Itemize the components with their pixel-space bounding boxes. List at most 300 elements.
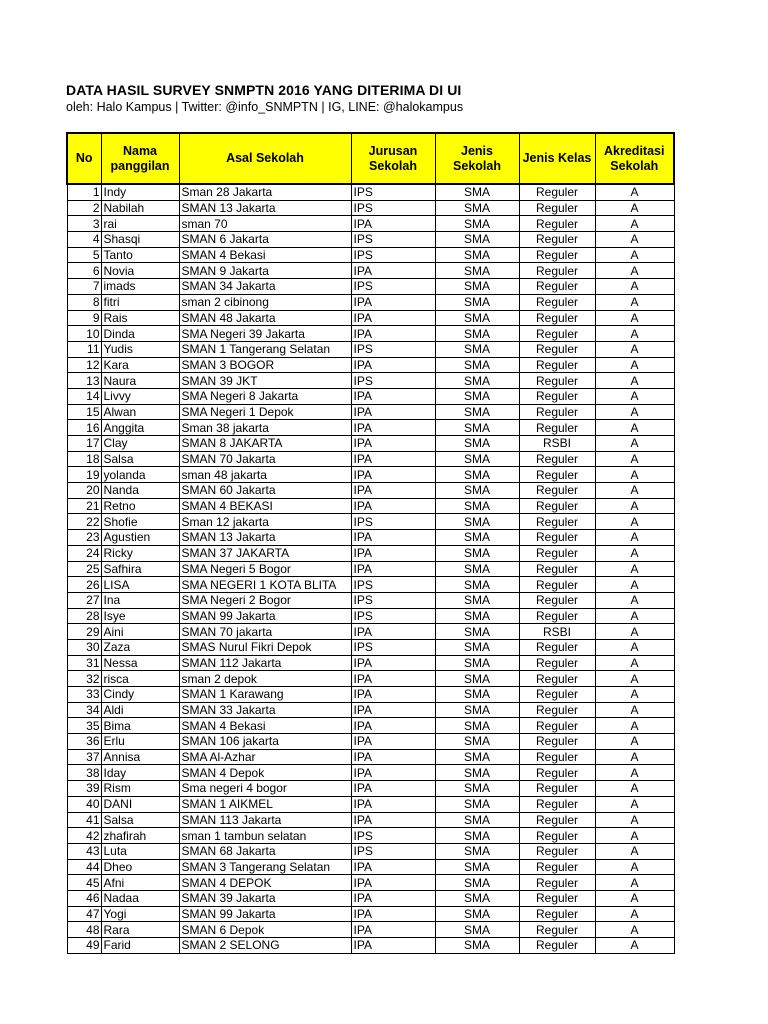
cell-no: 38 [67, 765, 101, 781]
cell-jurusan: IPA [351, 263, 435, 279]
cell-no: 30 [67, 639, 101, 655]
cell-jenis-kelas: Reguler [519, 639, 595, 655]
cell-akreditasi: A [595, 184, 674, 200]
cell-jenis-sekolah: SMA [435, 530, 519, 546]
cell-jurusan: IPA [351, 938, 435, 954]
table-row [67, 749, 674, 765]
cell-asal-sekolah: SMA Negeri 5 Bogor [179, 561, 351, 577]
cell-jenis-sekolah: SMA [435, 420, 519, 436]
cell-akreditasi: A [595, 514, 674, 530]
cell-jenis-kelas: Reguler [519, 279, 595, 295]
cell-jenis-sekolah: SMA [435, 263, 519, 279]
cell-nama: Cindy [101, 687, 179, 703]
cell-no: 28 [67, 608, 101, 624]
cell-jenis-sekolah: SMA [435, 561, 519, 577]
cell-jurusan: IPS [351, 373, 435, 389]
cell-jenis-sekolah: SMA [435, 687, 519, 703]
cell-nama: LISA [101, 577, 179, 593]
table-row [67, 938, 674, 954]
cell-jenis-kelas: Reguler [519, 702, 595, 718]
cell-jenis-sekolah: SMA [435, 938, 519, 954]
cell-nama: Luta [101, 843, 179, 859]
cell-jurusan: IPA [351, 326, 435, 342]
cell-jenis-kelas: Reguler [519, 357, 595, 373]
cell-no: 1 [67, 184, 101, 200]
cell-akreditasi: A [595, 326, 674, 342]
cell-jenis-kelas: Reguler [519, 781, 595, 797]
cell-jenis-sekolah: SMA [435, 310, 519, 326]
cell-jenis-sekolah: SMA [435, 247, 519, 263]
cell-akreditasi: A [595, 859, 674, 875]
table-row [67, 828, 674, 844]
cell-akreditasi: A [595, 404, 674, 420]
cell-jurusan: IPA [351, 561, 435, 577]
cell-nama: Farid [101, 938, 179, 954]
cell-no: 45 [67, 875, 101, 891]
cell-jurusan: IPA [351, 294, 435, 310]
cell-nama: Nanda [101, 483, 179, 499]
cell-asal-sekolah: SMAN 13 Jakarta [179, 530, 351, 546]
cell-akreditasi: A [595, 922, 674, 938]
cell-akreditasi: A [595, 498, 674, 514]
cell-jenis-sekolah: SMA [435, 734, 519, 750]
document-subtitle: oleh: Halo Kampus | Twitter: @info_SNMPTN | IG, LINE: @halokampus [66, 100, 464, 114]
cell-asal-sekolah: SMAN 4 Bekasi [179, 247, 351, 263]
cell-akreditasi: A [595, 420, 674, 436]
cell-jurusan: IPA [351, 545, 435, 561]
cell-nama: Agustien [101, 530, 179, 546]
cell-nama: yolanda [101, 467, 179, 483]
cell-nama: Clay [101, 436, 179, 452]
table-row [67, 357, 674, 373]
cell-jurusan: IPA [351, 388, 435, 404]
cell-akreditasi: A [595, 530, 674, 546]
table-row [67, 639, 674, 655]
cell-jenis-sekolah: SMA [435, 436, 519, 452]
cell-jenis-sekolah: SMA [435, 796, 519, 812]
cell-no: 15 [67, 404, 101, 420]
cell-no: 19 [67, 467, 101, 483]
cell-jenis-sekolah: SMA [435, 765, 519, 781]
cell-asal-sekolah: SMAN 1 Tangerang Selatan [179, 341, 351, 357]
cell-jurusan: IPA [351, 906, 435, 922]
table-row [67, 232, 674, 248]
cell-jenis-sekolah: SMA [435, 890, 519, 906]
cell-jurusan: IPA [351, 216, 435, 232]
cell-jenis-sekolah: SMA [435, 671, 519, 687]
cell-jurusan: IPA [351, 483, 435, 499]
table-row [67, 608, 674, 624]
header-jenis-kelas: Jenis Kelas [519, 133, 595, 184]
cell-asal-sekolah: SMAN 4 Bekasi [179, 718, 351, 734]
cell-akreditasi: A [595, 216, 674, 232]
cell-asal-sekolah: SMAN 99 Jakarta [179, 608, 351, 624]
table-row [67, 483, 674, 499]
cell-asal-sekolah: SMAN 3 BOGOR [179, 357, 351, 373]
cell-jenis-kelas: Reguler [519, 749, 595, 765]
cell-jenis-kelas: Reguler [519, 373, 595, 389]
cell-no: 32 [67, 671, 101, 687]
cell-akreditasi: A [595, 718, 674, 734]
cell-no: 31 [67, 655, 101, 671]
cell-jenis-kelas: Reguler [519, 545, 595, 561]
table-row [67, 718, 674, 734]
cell-nama: Kara [101, 357, 179, 373]
cell-akreditasi: A [595, 577, 674, 593]
cell-asal-sekolah: SMAN 6 Jakarta [179, 232, 351, 248]
cell-jenis-kelas: Reguler [519, 404, 595, 420]
cell-jurusan: IPA [351, 734, 435, 750]
cell-nama: Yogi [101, 906, 179, 922]
cell-asal-sekolah: SMAN 2 SELONG [179, 938, 351, 954]
cell-no: 47 [67, 906, 101, 922]
cell-jurusan: IPA [351, 796, 435, 812]
table-row [67, 263, 674, 279]
cell-nama: rai [101, 216, 179, 232]
cell-jenis-sekolah: SMA [435, 373, 519, 389]
cell-jenis-kelas: Reguler [519, 687, 595, 703]
cell-akreditasi: A [595, 890, 674, 906]
cell-jurusan: IPA [351, 498, 435, 514]
cell-no: 25 [67, 561, 101, 577]
cell-jurusan: IPA [351, 875, 435, 891]
cell-nama: Aini [101, 624, 179, 640]
cell-nama: Shofie [101, 514, 179, 530]
cell-nama: Alwan [101, 404, 179, 420]
cell-akreditasi: A [595, 796, 674, 812]
cell-jurusan: IPA [351, 467, 435, 483]
cell-asal-sekolah: SMAS Nurul Fikri Depok [179, 639, 351, 655]
cell-akreditasi: A [595, 483, 674, 499]
cell-jenis-kelas: Reguler [519, 200, 595, 216]
cell-jenis-sekolah: SMA [435, 200, 519, 216]
cell-jenis-sekolah: SMA [435, 781, 519, 797]
cell-jenis-kelas: Reguler [519, 922, 595, 938]
cell-jurusan: IPA [351, 749, 435, 765]
cell-jenis-kelas: Reguler [519, 341, 595, 357]
cell-jenis-kelas: Reguler [519, 467, 595, 483]
cell-jenis-kelas: Reguler [519, 592, 595, 608]
cell-jenis-sekolah: SMA [435, 514, 519, 530]
cell-akreditasi: A [595, 263, 674, 279]
cell-jenis-kelas: Reguler [519, 184, 595, 200]
table-row [67, 388, 674, 404]
cell-jurusan: IPS [351, 341, 435, 357]
cell-jurusan: IPS [351, 514, 435, 530]
cell-jurusan: IPA [351, 671, 435, 687]
table-row [67, 326, 674, 342]
cell-asal-sekolah: sman 2 cibinong [179, 294, 351, 310]
cell-akreditasi: A [595, 906, 674, 922]
cell-akreditasi: A [595, 875, 674, 891]
cell-jenis-kelas: Reguler [519, 828, 595, 844]
cell-jenis-kelas: Reguler [519, 890, 595, 906]
cell-asal-sekolah: SMAN 4 Depok [179, 765, 351, 781]
cell-asal-sekolah: SMAN 48 Jakarta [179, 310, 351, 326]
cell-jurusan: IPA [351, 451, 435, 467]
cell-jenis-sekolah: SMA [435, 341, 519, 357]
cell-jenis-sekolah: SMA [435, 859, 519, 875]
table-row [67, 545, 674, 561]
cell-jenis-sekolah: SMA [435, 467, 519, 483]
cell-no: 20 [67, 483, 101, 499]
table-row [67, 294, 674, 310]
cell-jenis-sekolah: SMA [435, 545, 519, 561]
cell-akreditasi: A [595, 561, 674, 577]
cell-no: 7 [67, 279, 101, 295]
cell-jurusan: IPS [351, 200, 435, 216]
cell-akreditasi: A [595, 639, 674, 655]
cell-jenis-kelas: Reguler [519, 577, 595, 593]
cell-no: 9 [67, 310, 101, 326]
cell-jurusan: IPS [351, 828, 435, 844]
cell-nama: Nabilah [101, 200, 179, 216]
cell-no: 16 [67, 420, 101, 436]
cell-no: 8 [67, 294, 101, 310]
cell-asal-sekolah: SMAN 13 Jakarta [179, 200, 351, 216]
cell-jenis-sekolah: SMA [435, 279, 519, 295]
cell-nama: Nadaa [101, 890, 179, 906]
table-row [67, 530, 674, 546]
table-row [67, 922, 674, 938]
cell-nama: Indy [101, 184, 179, 200]
cell-nama: Naura [101, 373, 179, 389]
cell-asal-sekolah: SMAN 60 Jakarta [179, 483, 351, 499]
cell-asal-sekolah: SMAN 3 Tangerang Selatan [179, 859, 351, 875]
cell-nama: Yudis [101, 341, 179, 357]
cell-no: 39 [67, 781, 101, 797]
cell-jenis-sekolah: SMA [435, 326, 519, 342]
cell-asal-sekolah: Sman 28 Jakarta [179, 184, 351, 200]
cell-asal-sekolah: SMAN 1 AIKMEL [179, 796, 351, 812]
table-row [67, 859, 674, 875]
cell-akreditasi: A [595, 357, 674, 373]
cell-asal-sekolah: SMAN 70 jakarta [179, 624, 351, 640]
cell-nama: Anggita [101, 420, 179, 436]
cell-asal-sekolah: SMAN 39 Jakarta [179, 890, 351, 906]
cell-no: 37 [67, 749, 101, 765]
table-row [67, 310, 674, 326]
cell-nama: imads [101, 279, 179, 295]
cell-akreditasi: A [595, 687, 674, 703]
cell-jenis-sekolah: SMA [435, 388, 519, 404]
cell-jurusan: IPS [351, 577, 435, 593]
header-asal-sekolah: Asal Sekolah [179, 133, 351, 184]
cell-akreditasi: A [595, 294, 674, 310]
cell-asal-sekolah: SMAN 4 BEKASI [179, 498, 351, 514]
cell-akreditasi: A [595, 765, 674, 781]
header-nama: Nama panggilan [101, 133, 179, 184]
cell-jurusan: IPA [351, 812, 435, 828]
cell-jenis-sekolah: SMA [435, 702, 519, 718]
cell-nama: Salsa [101, 812, 179, 828]
cell-asal-sekolah: SMAN 113 Jakarta [179, 812, 351, 828]
cell-asal-sekolah: SMAN 8 JAKARTA [179, 436, 351, 452]
cell-jenis-sekolah: SMA [435, 451, 519, 467]
cell-asal-sekolah: SMAN 70 Jakarta [179, 451, 351, 467]
cell-jenis-sekolah: SMA [435, 624, 519, 640]
cell-jurusan: IPS [351, 184, 435, 200]
cell-nama: Nessa [101, 655, 179, 671]
cell-jurusan: IPS [351, 843, 435, 859]
cell-nama: Dheo [101, 859, 179, 875]
cell-jenis-kelas: Reguler [519, 655, 595, 671]
cell-jenis-kelas: Reguler [519, 734, 595, 750]
cell-jenis-sekolah: SMA [435, 577, 519, 593]
cell-no: 42 [67, 828, 101, 844]
cell-jenis-sekolah: SMA [435, 404, 519, 420]
cell-no: 49 [67, 938, 101, 954]
cell-jenis-kelas: Reguler [519, 938, 595, 954]
cell-nama: Ina [101, 592, 179, 608]
cell-nama: Isye [101, 608, 179, 624]
cell-asal-sekolah: SMA NEGERI 1 KOTA BLITA [179, 577, 351, 593]
cell-jenis-sekolah: SMA [435, 828, 519, 844]
cell-jenis-sekolah: SMA [435, 906, 519, 922]
cell-no: 18 [67, 451, 101, 467]
cell-nama: Aldi [101, 702, 179, 718]
table-row [67, 200, 674, 216]
cell-nama: Rais [101, 310, 179, 326]
cell-no: 46 [67, 890, 101, 906]
cell-nama: Afni [101, 875, 179, 891]
cell-akreditasi: A [595, 247, 674, 263]
cell-jenis-kelas: Reguler [519, 451, 595, 467]
cell-asal-sekolah: sman 2 depok [179, 671, 351, 687]
cell-akreditasi: A [595, 592, 674, 608]
cell-jurusan: IPS [351, 247, 435, 263]
cell-akreditasi: A [595, 812, 674, 828]
cell-asal-sekolah: Sman 12 jakarta [179, 514, 351, 530]
cell-no: 10 [67, 326, 101, 342]
cell-jenis-sekolah: SMA [435, 357, 519, 373]
cell-jurusan: IPS [351, 608, 435, 624]
cell-asal-sekolah: SMAN 99 Jakarta [179, 906, 351, 922]
cell-asal-sekolah: SMAN 37 JAKARTA [179, 545, 351, 561]
cell-jurusan: IPS [351, 232, 435, 248]
cell-no: 43 [67, 843, 101, 859]
cell-jurusan: IPA [351, 922, 435, 938]
cell-asal-sekolah: sman 70 [179, 216, 351, 232]
table-row [67, 875, 674, 891]
cell-akreditasi: A [595, 671, 674, 687]
table-row [67, 184, 674, 200]
cell-no: 26 [67, 577, 101, 593]
table-row [67, 624, 674, 640]
table-row [67, 404, 674, 420]
table-row [67, 279, 674, 295]
cell-jenis-sekolah: SMA [435, 184, 519, 200]
header-no: No [67, 133, 101, 184]
table-row [67, 592, 674, 608]
cell-akreditasi: A [595, 232, 674, 248]
header-akreditasi: Akreditasi Sekolah [595, 133, 674, 184]
cell-jurusan: IPA [351, 436, 435, 452]
cell-jenis-kelas: Reguler [519, 326, 595, 342]
cell-jurusan: IPA [351, 624, 435, 640]
cell-akreditasi: A [595, 279, 674, 295]
cell-asal-sekolah: SMAN 112 Jakarta [179, 655, 351, 671]
cell-jenis-kelas: Reguler [519, 906, 595, 922]
cell-nama: zhafirah [101, 828, 179, 844]
table-row [67, 561, 674, 577]
cell-asal-sekolah: SMAN 68 Jakarta [179, 843, 351, 859]
cell-akreditasi: A [595, 467, 674, 483]
cell-jenis-kelas: Reguler [519, 875, 595, 891]
cell-nama: Rara [101, 922, 179, 938]
cell-nama: DANI [101, 796, 179, 812]
cell-jenis-kelas: Reguler [519, 812, 595, 828]
cell-no: 12 [67, 357, 101, 373]
table-row [67, 812, 674, 828]
cell-asal-sekolah: SMAN 106 jakarta [179, 734, 351, 750]
cell-no: 22 [67, 514, 101, 530]
cell-jurusan: IPA [351, 404, 435, 420]
table-row [67, 498, 674, 514]
cell-jenis-sekolah: SMA [435, 812, 519, 828]
table-row [67, 577, 674, 593]
table-row [67, 216, 674, 232]
table-row [67, 420, 674, 436]
cell-no: 4 [67, 232, 101, 248]
cell-no: 29 [67, 624, 101, 640]
table-row [67, 687, 674, 703]
table-row [67, 655, 674, 671]
cell-nama: Iday [101, 765, 179, 781]
header-jenis-sekolah: Jenis Sekolah [435, 133, 519, 184]
cell-asal-sekolah: SMAN 33 Jakarta [179, 702, 351, 718]
cell-no: 35 [67, 718, 101, 734]
cell-jurusan: IPS [351, 279, 435, 295]
cell-jenis-kelas: Reguler [519, 498, 595, 514]
cell-akreditasi: A [595, 545, 674, 561]
cell-nama: Livvy [101, 388, 179, 404]
table-row [67, 702, 674, 718]
cell-jenis-kelas: RSBI [519, 436, 595, 452]
table-row [67, 514, 674, 530]
cell-jurusan: IPA [351, 655, 435, 671]
cell-jenis-sekolah: SMA [435, 294, 519, 310]
cell-nama: Annisa [101, 749, 179, 765]
cell-jenis-kelas: Reguler [519, 561, 595, 577]
cell-nama: risca [101, 671, 179, 687]
cell-no: 41 [67, 812, 101, 828]
cell-jenis-kelas: Reguler [519, 718, 595, 734]
cell-nama: Novia [101, 263, 179, 279]
cell-akreditasi: A [595, 702, 674, 718]
cell-no: 48 [67, 922, 101, 938]
cell-jurusan: IPA [351, 702, 435, 718]
cell-akreditasi: A [595, 734, 674, 750]
cell-jenis-sekolah: SMA [435, 608, 519, 624]
cell-no: 27 [67, 592, 101, 608]
cell-nama: Tanto [101, 247, 179, 263]
cell-asal-sekolah: SMA Negeri 39 Jakarta [179, 326, 351, 342]
table-row [67, 247, 674, 263]
cell-nama: fitri [101, 294, 179, 310]
cell-jenis-sekolah: SMA [435, 232, 519, 248]
cell-asal-sekolah: SMAN 34 Jakarta [179, 279, 351, 295]
table-row [67, 734, 674, 750]
cell-akreditasi: A [595, 828, 674, 844]
cell-jenis-kelas: Reguler [519, 420, 595, 436]
cell-no: 11 [67, 341, 101, 357]
cell-jenis-kelas: Reguler [519, 483, 595, 499]
cell-jenis-sekolah: SMA [435, 922, 519, 938]
cell-jurusan: IPA [351, 781, 435, 797]
cell-asal-sekolah: Sman 38 jakarta [179, 420, 351, 436]
cell-jenis-kelas: Reguler [519, 765, 595, 781]
